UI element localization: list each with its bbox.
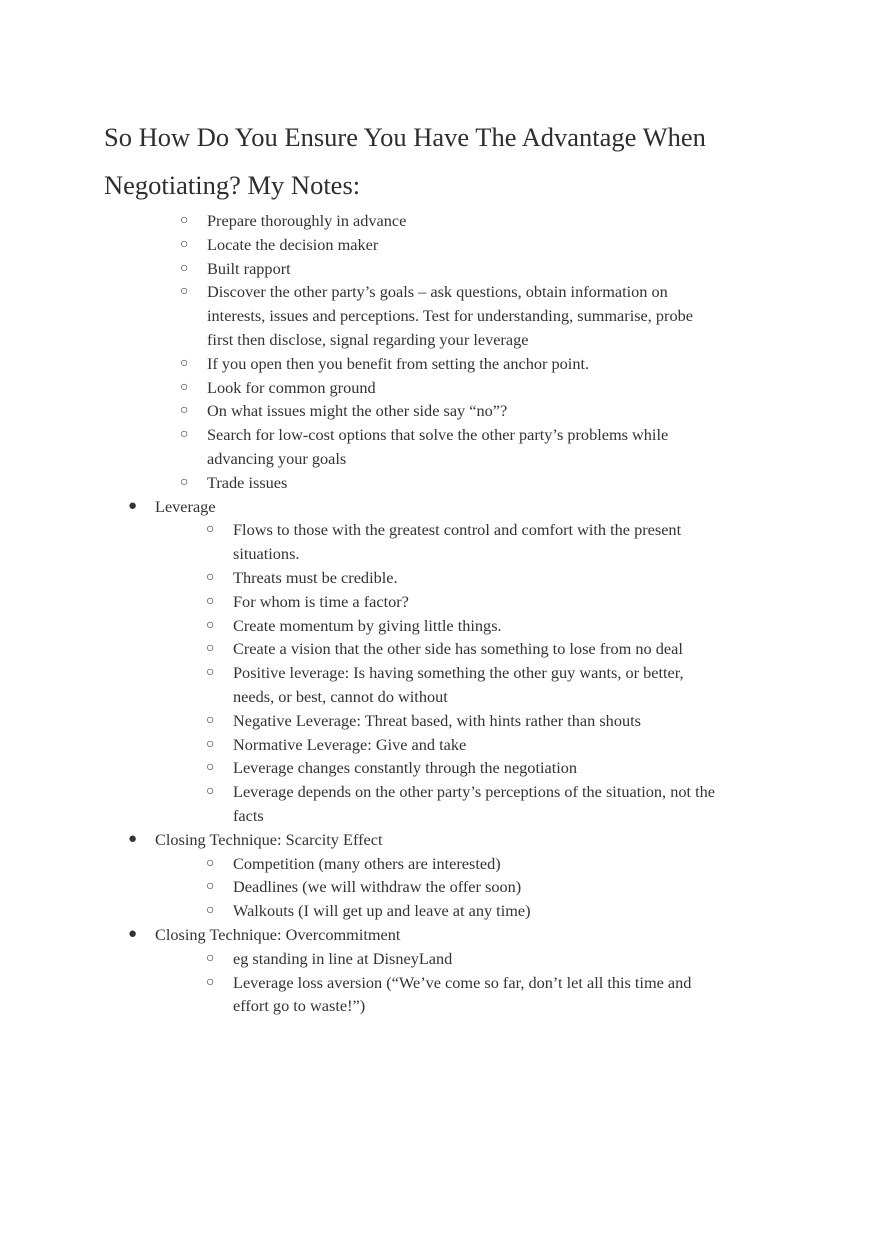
- filled-bullet-icon: ●: [128, 925, 138, 942]
- list-item: ○ Negative Leverage: Threat based, with hints rather than shouts: [0, 709, 728, 733]
- section-heading-leverage: ● Leverage: [0, 495, 755, 519]
- hollow-bullet-icon: ○: [206, 784, 215, 800]
- list-item: ○ Trade issues: [0, 471, 707, 495]
- hollow-bullet-icon: ○: [180, 427, 189, 443]
- list-item: ○ Leverage changes constantly through the negotiation: [0, 756, 728, 780]
- filled-bullet-icon: ●: [128, 497, 138, 514]
- list-item: ○ Create a vision that the other side has something to lose from no deal: [0, 637, 728, 661]
- list-item: ○ Deadlines (we will withdraw the offer soon): [0, 875, 728, 899]
- notes-list: [0, 209, 880, 1018]
- section-heading-overcommitment: ● Closing Technique: Overcommitment: [0, 923, 755, 947]
- hollow-bullet-icon: ○: [206, 569, 215, 585]
- list-item: ○ eg standing in line at DisneyLand: [0, 947, 728, 971]
- list-item: ○ Look for common ground: [0, 376, 707, 400]
- hollow-bullet-icon: ○: [206, 950, 215, 966]
- hollow-bullet-icon: ○: [206, 665, 215, 681]
- list-item: ○ Positive leverage: Is having something the other guy wants, or better, needs, or best, cannot do without: [206, 663, 684, 706]
- hollow-bullet-icon: ○: [206, 855, 215, 871]
- list-item: ○ Discover the other party’s goals – ask questions, obtain information on interests, issues and perceptions. Test for understanding, summarise, probe first then disclose, signal regarding your leverage: [180, 282, 693, 349]
- list-item: ○ If you open then you benefit from setting the anchor point.: [0, 352, 707, 376]
- list-item: ○ Search for low-cost options that solve the other party’s problems while advancing your goals: [180, 425, 669, 468]
- hollow-bullet-icon: ○: [180, 474, 189, 490]
- hollow-bullet-icon: ○: [206, 760, 215, 776]
- hollow-bullet-icon: ○: [180, 379, 189, 395]
- hollow-bullet-icon: ○: [206, 879, 215, 895]
- list-item: ○ Locate the decision maker: [0, 233, 707, 257]
- hollow-bullet-icon: ○: [180, 236, 189, 252]
- hollow-bullet-icon: ○: [180, 403, 189, 419]
- hollow-bullet-icon: ○: [206, 736, 215, 752]
- hollow-bullet-icon: ○: [206, 641, 215, 657]
- list-item: ○ Leverage depends on the other party’s perceptions of the situation, not the facts: [206, 782, 715, 825]
- hollow-bullet-icon: ○: [180, 284, 189, 300]
- hollow-bullet-icon: ○: [206, 522, 215, 538]
- list-item: ○ Flows to those with the greatest control and comfort with the present situations.: [206, 520, 682, 564]
- list-item: ○ For whom is time a factor?: [0, 590, 728, 614]
- list-item: ○ Leverage loss aversion (“We’ve come so far, don’t let all this time and effort go to waste!”): [206, 972, 692, 1016]
- section-heading-scarcity: ● Closing Technique: Scarcity Effect: [0, 828, 755, 852]
- list-item: ○ Threats must be credible.: [0, 566, 728, 590]
- list-item: ○ Create momentum by giving little things.: [0, 614, 728, 638]
- hollow-bullet-icon: ○: [206, 712, 215, 728]
- hollow-bullet-icon: ○: [206, 617, 215, 633]
- hollow-bullet-icon: ○: [206, 593, 215, 609]
- list-item: ○ Competition (many others are interested): [0, 852, 728, 876]
- list-item: ○ Normative Leverage: Give and take: [0, 733, 728, 757]
- hollow-bullet-icon: ○: [180, 260, 189, 276]
- hollow-bullet-icon: ○: [206, 903, 215, 919]
- hollow-bullet-icon: ○: [206, 974, 215, 990]
- page-title: So How Do You Ensure You Have The Advantage When Negotiating? My Notes:: [104, 122, 706, 200]
- list-item: ○ Walkouts (I will get up and leave at any time): [0, 899, 728, 923]
- list-item: ○ On what issues might the other side say “no”?: [0, 399, 707, 423]
- hollow-bullet-icon: ○: [180, 355, 189, 371]
- hollow-bullet-icon: ○: [180, 213, 189, 228]
- list-item: ○ Prepare thoroughly in advance: [0, 209, 707, 233]
- filled-bullet-icon: ●: [128, 830, 138, 847]
- list-item: ○ Built rapport: [0, 257, 707, 281]
